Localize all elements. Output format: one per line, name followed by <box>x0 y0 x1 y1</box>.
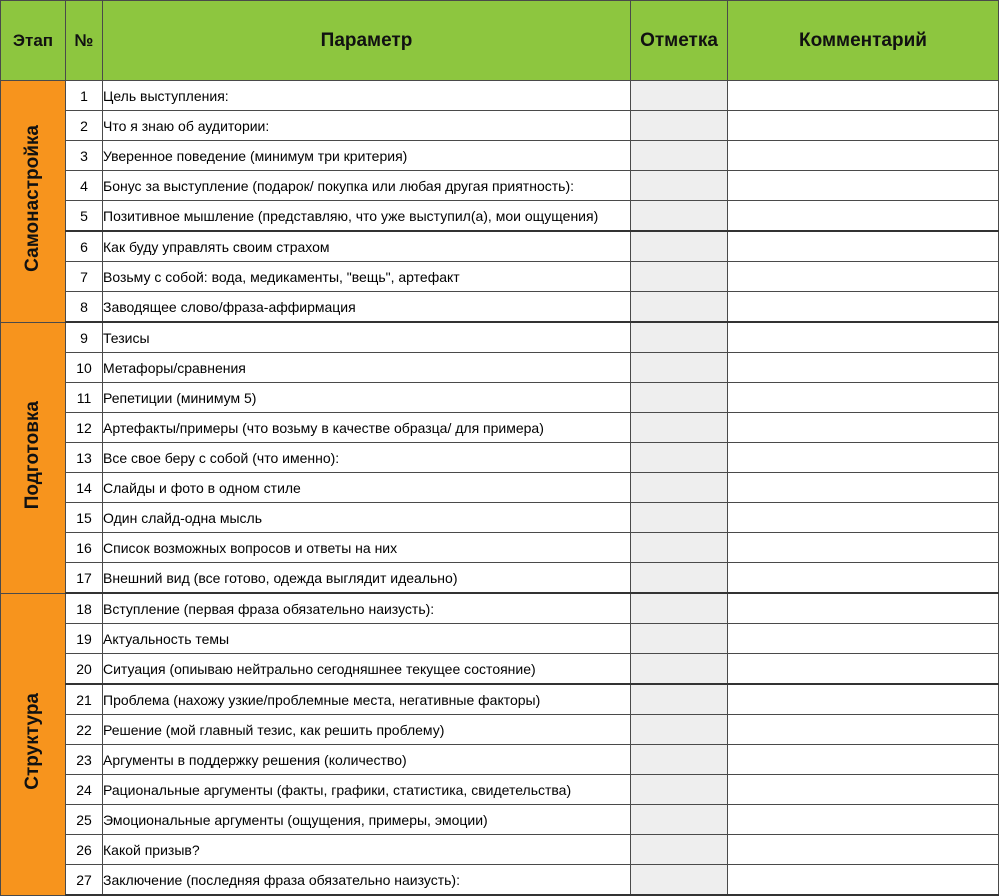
parameter-cell: Эмоциональные аргументы (ощущения, примеры, эмоции) <box>103 805 631 835</box>
row-number: 12 <box>66 413 103 443</box>
mark-cell[interactable] <box>631 262 728 292</box>
parameter-cell: Проблема (нахожу узкие/проблемные места, негативные факторы) <box>103 684 631 715</box>
mark-cell[interactable] <box>631 353 728 383</box>
row-number: 20 <box>66 654 103 685</box>
row-number: 5 <box>66 201 103 232</box>
row-number: 1 <box>66 81 103 111</box>
mark-cell[interactable] <box>631 715 728 745</box>
row-number: 13 <box>66 443 103 473</box>
table-row <box>1 745 999 775</box>
mark-cell[interactable] <box>631 624 728 654</box>
comment-cell[interactable] <box>728 805 999 835</box>
table-row <box>1 835 999 865</box>
mark-cell[interactable] <box>631 141 728 171</box>
comment-cell[interactable] <box>728 563 999 594</box>
row-number: 10 <box>66 353 103 383</box>
comment-cell[interactable] <box>728 171 999 201</box>
comment-cell[interactable] <box>728 473 999 503</box>
row-number: 24 <box>66 775 103 805</box>
row-number: 17 <box>66 563 103 594</box>
stage-label: Самонастройка <box>22 125 43 273</box>
parameter-cell: Заводящее слово/фраза-аффирмация <box>103 292 631 323</box>
header-row <box>1 1 999 81</box>
table-row <box>1 111 999 141</box>
comment-cell[interactable] <box>728 835 999 865</box>
column-header-mark: Отметка <box>631 1 728 81</box>
mark-cell[interactable] <box>631 473 728 503</box>
row-number: 16 <box>66 533 103 563</box>
row-number: 8 <box>66 292 103 323</box>
comment-cell[interactable] <box>728 593 999 624</box>
row-number: 22 <box>66 715 103 745</box>
parameter-cell: Внешний вид (все готово, одежда выглядит идеально) <box>103 563 631 594</box>
table-row <box>1 201 999 232</box>
row-number: 2 <box>66 111 103 141</box>
parameter-cell: Вступление (первая фраза обязательно наизусть): <box>103 593 631 624</box>
parameter-cell: Метафоры/сравнения <box>103 353 631 383</box>
parameter-cell: Бонус за выступление (подарок/ покупка или любая другая приятность): <box>103 171 631 201</box>
parameter-cell: Позитивное мышление (представляю, что уже выступил(а), мои ощущения) <box>103 201 631 232</box>
row-number: 25 <box>66 805 103 835</box>
row-number: 9 <box>66 322 103 353</box>
comment-cell[interactable] <box>728 231 999 262</box>
comment-cell[interactable] <box>728 111 999 141</box>
stage-cell-self-tuning <box>1 81 66 323</box>
parameter-cell: Слайды и фото в одном стиле <box>103 473 631 503</box>
table-row <box>1 865 999 896</box>
parameter-cell: Как буду управлять своим страхом <box>103 231 631 262</box>
table-row <box>1 624 999 654</box>
comment-cell[interactable] <box>728 383 999 413</box>
column-header-number: № <box>66 1 103 81</box>
column-header-parameter: Параметр <box>103 1 631 81</box>
row-number: 15 <box>66 503 103 533</box>
mark-cell[interactable] <box>631 533 728 563</box>
comment-cell[interactable] <box>728 141 999 171</box>
row-number: 11 <box>66 383 103 413</box>
column-header-comment: Комментарий <box>728 1 999 81</box>
row-number: 4 <box>66 171 103 201</box>
table-row <box>1 654 999 685</box>
row-number: 21 <box>66 684 103 715</box>
parameter-cell: Список возможных вопросов и ответы на них <box>103 533 631 563</box>
comment-cell[interactable] <box>728 624 999 654</box>
table-row <box>1 262 999 292</box>
table-row <box>1 503 999 533</box>
mark-cell[interactable] <box>631 231 728 262</box>
row-number: 3 <box>66 141 103 171</box>
table-row <box>1 322 999 353</box>
comment-cell[interactable] <box>728 443 999 473</box>
mark-cell[interactable] <box>631 111 728 141</box>
table-row <box>1 413 999 443</box>
mark-cell[interactable] <box>631 684 728 715</box>
table-row <box>1 353 999 383</box>
mark-cell[interactable] <box>631 322 728 353</box>
parameter-cell: Один слайд-одна мысль <box>103 503 631 533</box>
column-header-stage: Этап <box>1 1 66 81</box>
row-number: 27 <box>66 865 103 896</box>
mark-cell[interactable] <box>631 835 728 865</box>
mark-cell[interactable] <box>631 775 728 805</box>
row-number: 6 <box>66 231 103 262</box>
row-number: 18 <box>66 593 103 624</box>
mark-cell[interactable] <box>631 292 728 323</box>
mark-cell[interactable] <box>631 383 728 413</box>
comment-cell[interactable] <box>728 533 999 563</box>
table-row <box>1 473 999 503</box>
parameter-cell: Все свое беру с собой (что именно): <box>103 443 631 473</box>
comment-cell[interactable] <box>728 81 999 111</box>
row-number: 23 <box>66 745 103 775</box>
parameter-cell: Заключение (последняя фраза обязательно наизусть): <box>103 865 631 896</box>
mark-cell[interactable] <box>631 805 728 835</box>
comment-cell[interactable] <box>728 684 999 715</box>
mark-cell[interactable] <box>631 171 728 201</box>
parameter-cell: Аргументы в поддержку решения (количество) <box>103 745 631 775</box>
comment-cell[interactable] <box>728 413 999 443</box>
mark-cell[interactable] <box>631 81 728 111</box>
parameter-cell: Тезисы <box>103 322 631 353</box>
comment-cell[interactable] <box>728 353 999 383</box>
parameter-cell: Цель выступления: <box>103 81 631 111</box>
table-row <box>1 171 999 201</box>
comment-cell[interactable] <box>728 775 999 805</box>
stage-label: Структура <box>22 693 43 790</box>
comment-cell[interactable] <box>728 322 999 353</box>
table-row <box>1 443 999 473</box>
comment-cell[interactable] <box>728 715 999 745</box>
comment-cell[interactable] <box>728 865 999 896</box>
table-row <box>1 292 999 323</box>
table-row <box>1 684 999 715</box>
comment-cell[interactable] <box>728 654 999 685</box>
mark-cell[interactable] <box>631 654 728 685</box>
table-row <box>1 231 999 262</box>
parameter-cell: Ситуация (опиываю нейтрально сегодняшнее текущее состояние) <box>103 654 631 685</box>
row-number: 7 <box>66 262 103 292</box>
table-row <box>1 805 999 835</box>
mark-cell[interactable] <box>631 593 728 624</box>
parameter-cell: Какой призыв? <box>103 835 631 865</box>
mark-cell[interactable] <box>631 745 728 775</box>
stage-cell-structure <box>1 593 66 895</box>
row-number: 19 <box>66 624 103 654</box>
table-row <box>1 775 999 805</box>
table-row <box>1 81 999 111</box>
parameter-cell: Артефакты/примеры (что возьму в качестве образца/ для примера) <box>103 413 631 443</box>
table-row <box>1 593 999 624</box>
parameter-cell: Решение (мой главный тезис, как решить проблему) <box>103 715 631 745</box>
table-row <box>1 141 999 171</box>
comment-cell[interactable] <box>728 292 999 323</box>
table-row <box>1 563 999 594</box>
mark-cell[interactable] <box>631 413 728 443</box>
mark-cell[interactable] <box>631 201 728 232</box>
table-row <box>1 383 999 413</box>
parameter-cell: Актуальность темы <box>103 624 631 654</box>
parameter-cell: Репетиции (минимум 5) <box>103 383 631 413</box>
mark-cell[interactable] <box>631 865 728 896</box>
stage-label: Подготовка <box>22 400 43 510</box>
comment-cell[interactable] <box>728 262 999 292</box>
parameter-cell: Уверенное поведение (минимум три критерия) <box>103 141 631 171</box>
mark-cell[interactable] <box>631 503 728 533</box>
parameter-cell: Что я знаю об аудитории: <box>103 111 631 141</box>
mark-cell[interactable] <box>631 443 728 473</box>
mark-cell[interactable] <box>631 563 728 594</box>
table-row <box>1 533 999 563</box>
row-number: 14 <box>66 473 103 503</box>
parameter-cell: Рациональные аргументы (факты, графики, статистика, свидетельства) <box>103 775 631 805</box>
comment-cell[interactable] <box>728 503 999 533</box>
row-number: 26 <box>66 835 103 865</box>
comment-cell[interactable] <box>728 745 999 775</box>
table-row <box>1 715 999 745</box>
stage-cell-preparation <box>1 322 66 593</box>
comment-cell[interactable] <box>728 201 999 232</box>
parameter-cell: Возьму с собой: вода, медикаменты, "вещь", артефакт <box>103 262 631 292</box>
